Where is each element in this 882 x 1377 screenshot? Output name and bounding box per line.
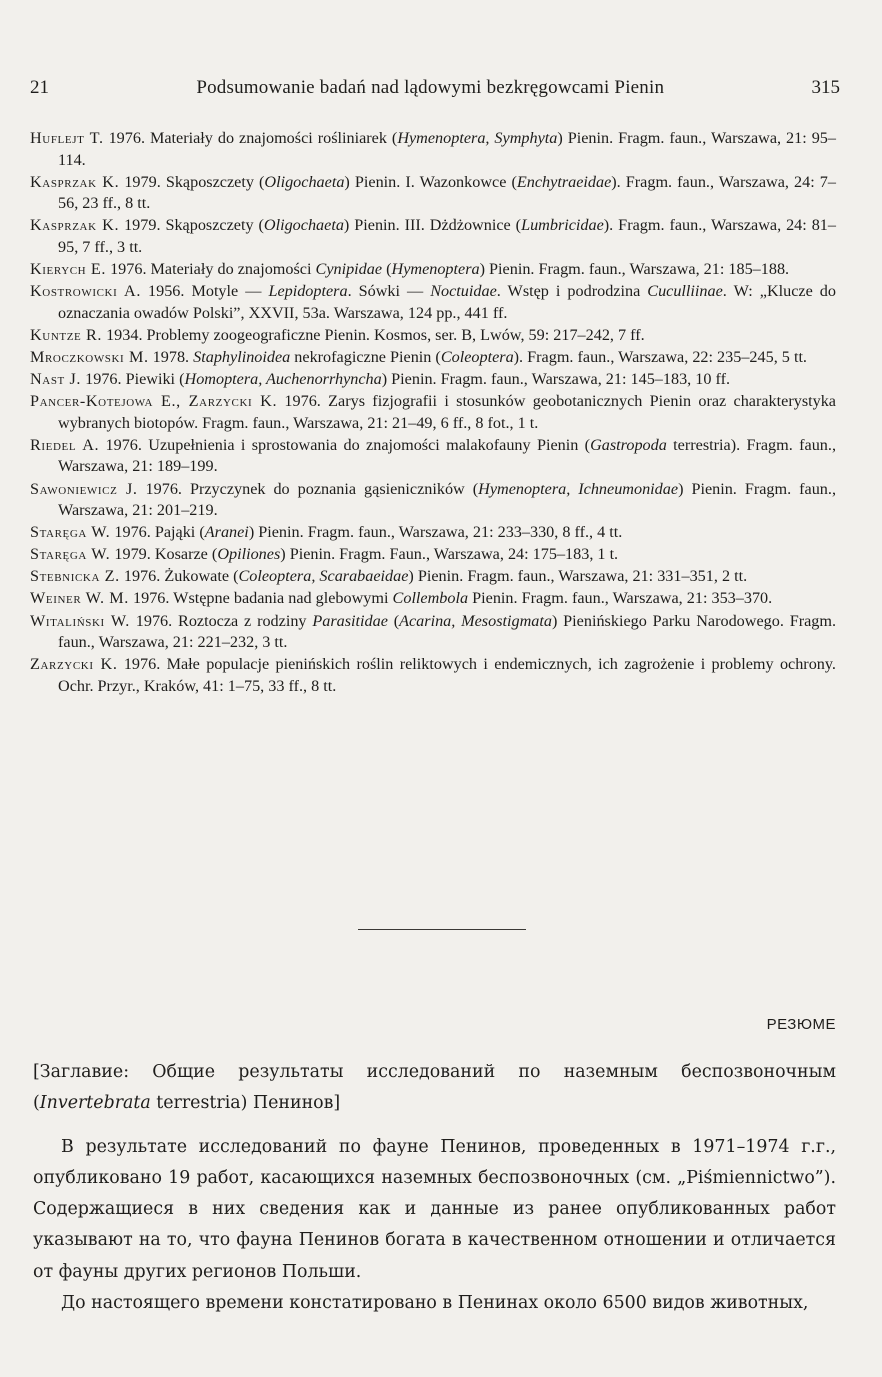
reference-text: 1979. Kosarze ( <box>110 545 218 564</box>
reference-text: . Wstęp i podrodzina <box>496 282 648 301</box>
reference-author: Stebnicka Z. <box>30 567 120 586</box>
reference-text: 1979. Skąposzczety ( <box>119 172 265 191</box>
reference-text: 1979. Skąposzczety ( <box>119 216 264 235</box>
reference-taxon: Staphylinoidea <box>193 347 291 366</box>
reference-text: 1976. Pająki ( <box>110 523 205 542</box>
reference-entry <box>30 544 836 566</box>
reference-text: 1956. Motyle — <box>141 282 269 301</box>
reference-taxon: Opiliones <box>217 545 281 564</box>
resume-body <box>33 1057 836 1319</box>
reference-taxon: Homoptera, Auchenorrhyncha <box>184 370 382 389</box>
reference-text: ) Pienin. Fragm. faun., Warszawa, 21: 95–114. <box>58 129 836 169</box>
reference-taxon: Cynipidae <box>315 260 383 279</box>
left-page-ref: 21 <box>30 77 49 98</box>
reference-author: Nast J. <box>30 370 82 389</box>
reference-text: 1976. Roztocza z rodziny <box>129 611 313 630</box>
reference-entry <box>30 128 836 171</box>
resume-title <box>33 1057 836 1120</box>
reference-entry <box>30 566 836 588</box>
reference-text: 1976. Materiały do znajomości <box>106 260 316 279</box>
reference-taxon: Noctuidae <box>430 282 497 301</box>
reference-list <box>30 128 836 698</box>
reference-text: ) Pienin. I. Wazonkowce ( <box>344 172 517 191</box>
reference-entry <box>30 479 836 522</box>
reference-text: 1978. <box>148 347 194 366</box>
reference-text: ). Fragm. faun., Warszawa, 24: 7–56, 23 ff., 8 tt. <box>58 172 836 213</box>
reference-entry <box>30 172 836 215</box>
reference-author: Mroczkowski M. <box>30 347 149 366</box>
reference-entry <box>30 369 836 391</box>
reference-author: Sawoniewicz J. <box>30 479 138 498</box>
reference-text: ( <box>387 611 400 630</box>
reference-text: 1976. Żukowate ( <box>119 567 239 586</box>
reference-author: Zarzycki K. <box>30 655 118 674</box>
reference-author: Kasprzak K. <box>30 172 120 191</box>
reference-text: 1976. Małe populacje pienińskich roślin reliktowych i endemicznych, ich zagrożenie i problemy ochrony. Ochr. Przyr., Kraków, 41: 1–75, 33 ff., 8 tt. <box>58 655 836 695</box>
reference-taxon: Gastropoda <box>590 435 667 454</box>
reference-text: . W: „Klucze do oznaczania owadów Polski”, XXVII, 53a. Warszawa, 124 pp., 441 ff. <box>58 282 836 322</box>
reference-entry <box>30 281 836 324</box>
resume-paragraph: До настоящего времени констатировано в Пенинах около 6500 видов животных, <box>61 1293 809 1314</box>
reference-taxon: Hymenoptera, Ichneumonidae <box>478 479 679 498</box>
running-title: Podsumowanie badań nad lądowymi bezkręgowcami Pienin <box>196 77 665 98</box>
reference-taxon: Collembola <box>392 589 469 608</box>
reference-author: Staręga W. <box>30 545 111 564</box>
reference-text: Pienin. Fragm. faun., Warszawa, 21: 353–370. <box>468 589 773 608</box>
reference-entry <box>30 611 836 654</box>
reference-text: ) Pienin. Fragm. faun., Warszawa, 21: 233–330, 8 ff., 4 tt. <box>248 523 623 542</box>
reference-text: ) Pienin. Fragm. faun., Warszawa, 21: 331–351, 2 tt. <box>408 567 748 586</box>
reference-text: ). Fragm. faun., Warszawa, 22: 235–245, 5 tt. <box>513 347 807 366</box>
reference-author: Riedel A. <box>30 435 100 454</box>
reference-text: terrestria). Fragm. faun., Warszawa, 21: 189–199. <box>58 435 836 476</box>
reference-text: ) Pienińskiego Parku Narodowego. Fragm. faun., Warszawa, 21: 221–232, 3 tt. <box>58 611 837 652</box>
reference-taxon: Oligochaeta <box>263 216 344 235</box>
resume-heading: РЕЗЮМЕ <box>766 1016 836 1033</box>
reference-author: Witaliński W. <box>30 611 130 630</box>
reference-taxon: Cuculliinae <box>647 282 723 301</box>
reference-text: ) Pienin. III. Dżdżownice ( <box>343 216 522 235</box>
reference-taxon: Lumbricidae <box>521 216 604 235</box>
reference-entry <box>30 347 836 369</box>
reference-text: 1976. Materiały do znajomości rośliniarek ( <box>103 129 398 147</box>
reference-entry <box>30 391 836 434</box>
reference-entry <box>30 588 836 610</box>
reference-author: Kierych E. <box>30 260 107 279</box>
resume-paragraph: В результате исследований по фауне Пенинов, проведенных в 1971–1974 г.г., опубликовано 19 работ, касающихся наземных беспозвоночных (см. „Piśmiennictwo”). Содержащиеся в них сведения как и данные из ранее опубликованных работ указывают на то, что фауна Пенинов богата в качественном отношении и отличается от фауны других регионов Польши. <box>33 1136 836 1282</box>
reference-taxon: Enchytraeidae <box>516 172 612 191</box>
reference-text: 1976. Wstępne badania nad glebowymi <box>128 589 393 608</box>
reference-taxon: Hymenoptera, Symphyta <box>397 129 558 147</box>
page-number: 315 <box>811 77 840 98</box>
reference-text: ) Pienin. Fragm. faun., Warszawa, 21: 145–183, 10 ff. <box>381 370 731 389</box>
reference-text: ) Pienin. Fragm. Faun., Warszawa, 24: 175–183, 1 t. <box>280 545 619 564</box>
reference-entry <box>30 325 836 347</box>
reference-text: 1976. Piewiki ( <box>81 370 185 389</box>
reference-text: nekrofagiczne Pienin ( <box>290 347 441 366</box>
reference-text: ) Pienin. Fragm. faun., Warszawa, 21: 185–188. <box>479 260 790 279</box>
reference-text: ( <box>382 260 392 279</box>
reference-text: 1976. Uzupełnienia i sprostowania do znajomości malakofauny Pienin ( <box>99 435 591 454</box>
reference-taxon: Hymenoptera <box>391 260 480 279</box>
reference-author: Huflejt T. <box>30 129 104 147</box>
reference-text: ) Pienin. Fragm. faun., Warszawa, 21: 201–219. <box>58 479 836 520</box>
reference-entry <box>30 435 836 478</box>
resume-title-text: [Заглавие: Общие результаты исследований по наземным беспозвоночным ( <box>33 1062 836 1114</box>
reference-entry <box>30 259 836 281</box>
reference-text: 1976. Zarys fizjografii i stosunków geobotanicznych Pienin oraz charakterystyka wybranych biotopów. Fragm. faun., Warszawa, 21: 21–49, 6 ff., 8 fot., 1 t. <box>58 392 836 432</box>
reference-text: 1976. Przyczynek do poznania gąsieniczników ( <box>137 479 479 498</box>
reference-entry <box>30 215 836 258</box>
resume-title-italic: Invertebrata <box>39 1093 151 1114</box>
resume-title-end: terrestria) Пенинов] <box>150 1093 341 1114</box>
reference-taxon: Acarina, Mesostigmata <box>399 611 552 630</box>
reference-taxon: Coleoptera, Scarabaeidae <box>238 567 409 586</box>
reference-author: Staręga W. <box>30 523 111 542</box>
reference-entry <box>30 654 836 697</box>
reference-author: Kuntze R. <box>30 325 103 344</box>
reference-text: ). Fragm. faun., Warszawa, 24: 81–95, 7 ff., 3 tt. <box>58 216 836 256</box>
reference-text: 1934. Problemy zoogeograficzne Pienin. Kosmos, ser. B, Lwów, 59: 217–242, 7 ff. <box>102 325 645 344</box>
reference-author: Pancer-Kotejowa E., Zarzycki K. <box>30 392 278 411</box>
reference-text: . Sówki — <box>347 282 431 301</box>
running-head <box>30 77 840 99</box>
reference-taxon: Oligochaeta <box>264 172 345 191</box>
reference-author: Kasprzak K. <box>30 216 120 235</box>
reference-taxon: Aranei <box>204 523 249 542</box>
reference-entry <box>30 522 836 544</box>
reference-taxon: Coleoptera <box>440 347 514 366</box>
reference-taxon: Lepidoptera <box>268 282 348 301</box>
reference-author: Weiner W. M. <box>30 589 129 608</box>
section-divider <box>358 929 526 930</box>
reference-author: Kostrowicki A. <box>30 282 141 301</box>
reference-taxon: Parasitidae <box>312 611 388 630</box>
